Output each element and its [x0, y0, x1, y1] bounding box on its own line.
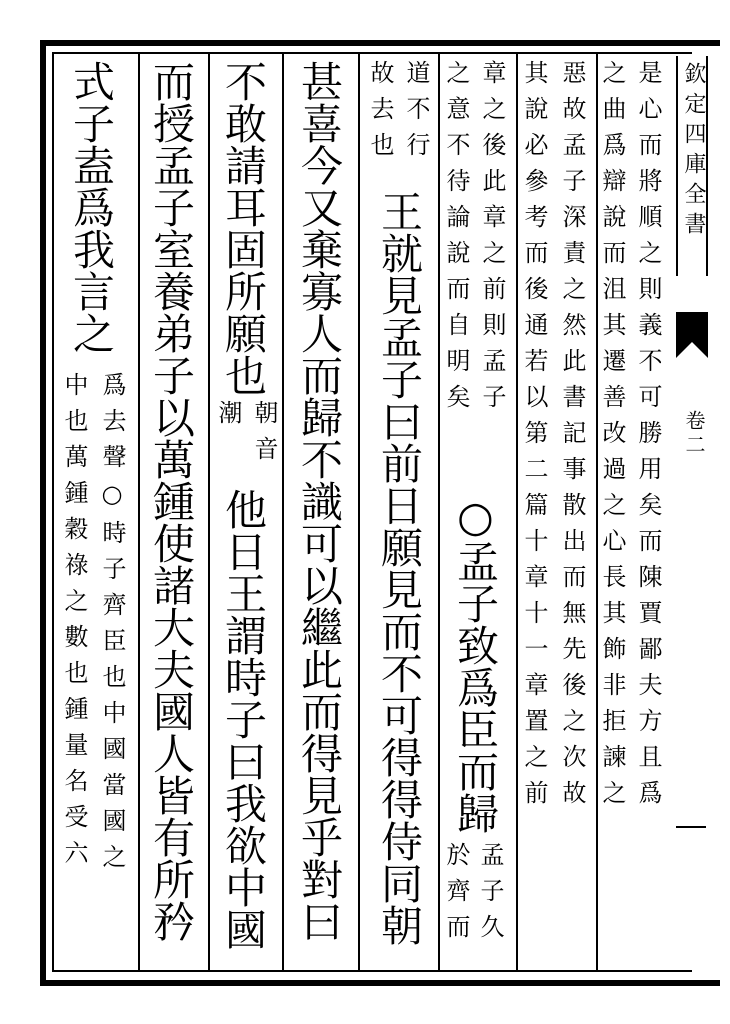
- commentary-line: 孟子久: [476, 842, 504, 950]
- commentary-line: 之曲爲辯說而沮其遷善改過之心長其飾非拒諫之: [598, 60, 626, 816]
- main-text: 王就見孟子曰前日願見而不可得得侍同朝: [375, 190, 424, 946]
- column-divider: [138, 52, 140, 972]
- column-divider: [438, 52, 440, 972]
- commentary-line: 爲去聲○時子齊臣也中國當國之: [98, 372, 126, 880]
- column-divider: [358, 52, 360, 972]
- main-text: 孟子致爲臣而歸: [451, 540, 500, 834]
- main-text: 而授孟子室養弟子以萬鍾使諸大夫國人皆有所矜: [147, 60, 196, 942]
- main-text: 甚喜今又棄寡人而歸不識可以繼此而得見乎對曰: [295, 60, 344, 942]
- fishtail-mark: [672, 312, 712, 358]
- commentary-line: 章之後此章之前則孟子: [478, 60, 506, 420]
- commentary-line: 於齊而: [442, 842, 470, 950]
- commentary-line: 道不行: [402, 60, 430, 168]
- main-text: 不敢請耳固所願也: [219, 60, 268, 396]
- column-divider: [516, 52, 518, 972]
- commentary-line: 其說必參考而後通若以第二篇十章十一章置之前: [520, 60, 548, 816]
- commentary-line: 故去也: [366, 60, 394, 168]
- main-text: 式子盍爲我言之: [67, 60, 116, 354]
- column-divider: [282, 52, 284, 972]
- volume-label: 卷二: [682, 410, 706, 458]
- commentary-line: 之意不待論說而自明矣: [442, 60, 470, 420]
- commentary-line: 中也萬鍾穀祿之數也鍾量名受六: [60, 372, 88, 876]
- commentary-line: 是心而將順之則義不可勝用矣而陳賈鄙夫方且爲: [634, 60, 662, 816]
- phonetic-note: 朝音: [250, 400, 278, 472]
- phonetic-note: 潮: [214, 400, 242, 436]
- margin-rule: [676, 826, 706, 828]
- column-divider: [208, 52, 210, 972]
- book-title: 欽定四庫全書: [681, 62, 706, 242]
- section-marker: ○: [451, 492, 500, 541]
- commentary-line: 惡故孟子深責之然此書記事散出而無先後之次故: [558, 60, 586, 816]
- main-text: 他日王謂時子曰我欲中國: [219, 488, 268, 950]
